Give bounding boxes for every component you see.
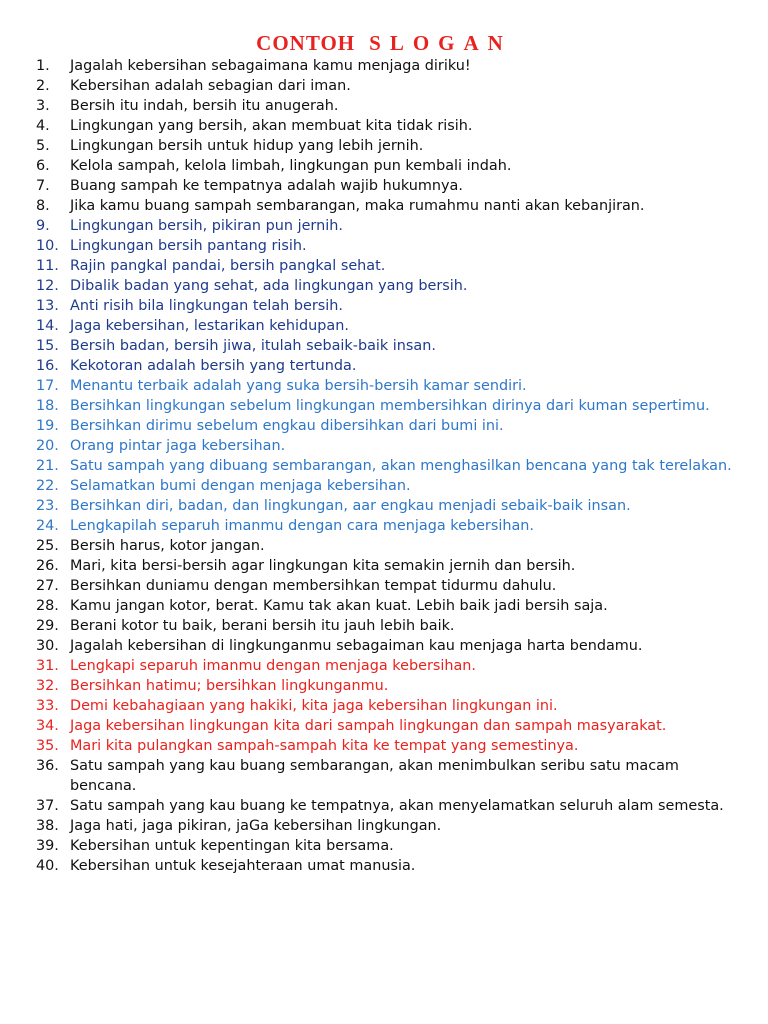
slogan-item — [0, 516, 768, 536]
slogan-item — [0, 816, 768, 836]
slogan-text: Bersihkan lingkungan sebelum lingkungan membersihkan dirinya dari kuman sepertimu. — [70, 398, 710, 414]
slogan-number: 3. — [36, 98, 50, 114]
slogan-item — [0, 96, 768, 116]
slogan-text: Bersih itu indah, bersih itu anugerah. — [70, 98, 339, 114]
slogan-number: 12. — [36, 278, 59, 294]
slogan-item — [0, 636, 768, 656]
slogan-number: 6. — [36, 158, 50, 174]
slogan-item — [0, 676, 768, 696]
slogan-number: 36. — [36, 758, 59, 774]
slogan-item — [0, 536, 768, 556]
slogan-item — [0, 556, 768, 576]
slogan-number: 37. — [36, 798, 59, 814]
slogan-item — [0, 356, 768, 376]
slogan-text: Dibalik badan yang sehat, ada lingkungan yang bersih. — [70, 278, 468, 294]
slogan-number: 20. — [36, 438, 59, 454]
slogan-number: 25. — [36, 538, 59, 554]
slogan-number: 39. — [36, 838, 59, 854]
slogan-text: Satu sampah yang dibuang sembarangan, akan menghasilkan bencana yang tak terelakan. — [70, 458, 732, 474]
slogan-text: Lingkungan bersih untuk hidup yang lebih jernih. — [70, 138, 424, 154]
slogan-number: 18. — [36, 398, 59, 414]
slogan-text: Lengkapi separuh imanmu dengan menjaga kebersihan. — [70, 658, 476, 674]
title-word-2: SLOGAN — [369, 31, 512, 55]
slogan-number: 5. — [36, 138, 50, 154]
slogan-number: 11. — [36, 258, 59, 274]
slogan-item — [0, 156, 768, 176]
slogan-text: Rajin pangkal pandai, bersih pangkal sehat. — [70, 258, 386, 274]
slogan-number: 24. — [36, 518, 59, 534]
slogan-item — [0, 296, 768, 316]
slogan-item — [0, 176, 768, 196]
slogan-item — [0, 316, 768, 336]
slogan-item — [0, 496, 768, 516]
slogan-text: Kebersihan adalah sebagian dari iman. — [70, 78, 351, 94]
slogan-number: 26. — [36, 558, 59, 574]
slogan-item — [0, 396, 768, 416]
slogan-text: Bersihkan duniamu dengan membersihkan tempat tidurmu dahulu. — [70, 578, 557, 594]
slogan-number: 27. — [36, 578, 59, 594]
slogan-text: Jaga kebersihan lingkungan kita dari sampah lingkungan dan sampah masyarakat. — [70, 718, 667, 734]
slogan-text: Lengkapilah separuh imanmu dengan cara menjaga kebersihan. — [70, 518, 534, 534]
slogan-text: Jaga kebersihan, lestarikan kehidupan. — [70, 318, 349, 334]
slogan-number: 16. — [36, 358, 59, 374]
slogan-item — [0, 256, 768, 276]
slogan-item — [0, 336, 768, 356]
slogan-text: Satu sampah yang kau buang sembarangan, akan menimbulkan seribu satu macam bencana. — [70, 758, 679, 794]
title-word-1: CONTOH — [256, 31, 356, 55]
slogan-number: 38. — [36, 818, 59, 834]
page-title — [0, 30, 768, 56]
slogan-text: Lingkungan bersih pantang risih. — [70, 238, 307, 254]
slogan-number: 1. — [36, 58, 50, 74]
slogan-item — [0, 736, 768, 756]
slogan-number: 21. — [36, 458, 59, 474]
slogan-number: 28. — [36, 598, 59, 614]
slogan-item — [0, 716, 768, 736]
slogan-text: Mari, kita bersi-bersih agar lingkungan kita semakin jernih dan bersih. — [70, 558, 576, 574]
slogan-item — [0, 456, 768, 476]
slogan-text: Bersih harus, kotor jangan. — [70, 538, 265, 554]
slogan-text: Jaga hati, jaga pikiran, jaGa kebersihan lingkungan. — [70, 818, 442, 834]
slogan-number: 9. — [36, 218, 50, 234]
slogan-item — [0, 76, 768, 96]
slogan-number: 4. — [36, 118, 50, 134]
slogan-item — [0, 856, 768, 876]
slogan-text: Satu sampah yang kau buang ke tempatnya, akan menyelamatkan seluruh alam semesta. — [70, 798, 724, 814]
slogan-item — [0, 696, 768, 716]
slogan-text: Selamatkan bumi dengan menjaga kebersihan. — [70, 478, 411, 494]
slogan-item — [0, 576, 768, 596]
slogan-item — [0, 656, 768, 676]
slogan-number: 7. — [36, 178, 50, 194]
slogan-text: Jagalah kebersihan sebagaimana kamu menjaga diriku! — [70, 58, 471, 74]
slogan-number: 40. — [36, 858, 59, 874]
slogan-text: Buang sampah ke tempatnya adalah wajib hukumnya. — [70, 178, 463, 194]
slogan-text: Berani kotor tu baik, berani bersih itu jauh lebih baik. — [70, 618, 455, 634]
slogan-text: Bersih badan, bersih jiwa, itulah sebaik-baik insan. — [70, 338, 436, 354]
slogan-text: Bersihkan hatimu; bersihkan lingkunganmu. — [70, 678, 389, 694]
slogan-text: Jagalah kebersihan di lingkunganmu sebagaiman kau menjaga harta bendamu. — [70, 638, 643, 654]
slogan-item — [0, 436, 768, 456]
slogan-text: Kebersihan untuk kepentingan kita bersama. — [70, 838, 394, 854]
slogan-number: 22. — [36, 478, 59, 494]
slogan-text: Orang pintar jaga kebersihan. — [70, 438, 286, 454]
slogan-item — [0, 276, 768, 296]
slogan-item — [0, 196, 768, 216]
slogan-number: 34. — [36, 718, 59, 734]
slogan-number: 23. — [36, 498, 59, 514]
slogan-number: 14. — [36, 318, 59, 334]
slogan-text: Lingkungan bersih, pikiran pun jernih. — [70, 218, 343, 234]
slogan-item — [0, 616, 768, 636]
slogan-item — [0, 216, 768, 236]
slogan-item — [0, 476, 768, 496]
slogan-number: 31. — [36, 658, 59, 674]
slogan-number: 33. — [36, 698, 59, 714]
slogan-text: Kebersihan untuk kesejahteraan umat manusia. — [70, 858, 416, 874]
slogan-item — [0, 756, 768, 796]
slogan-item — [0, 416, 768, 436]
slogan-text: Bersihkan diri, badan, dan lingkungan, aar engkau menjadi sebaik-baik insan. — [70, 498, 631, 514]
slogan-text: Kamu jangan kotor, berat. Kamu tak akan kuat. Lebih baik jadi bersih saja. — [70, 598, 608, 614]
slogan-text: Mari kita pulangkan sampah-sampah kita ke tempat yang semestinya. — [70, 738, 579, 754]
slogan-number: 17. — [36, 378, 59, 394]
slogan-number: 29. — [36, 618, 59, 634]
slogan-number: 13. — [36, 298, 59, 314]
slogan-text: Demi kebahagiaan yang hakiki, kita jaga kebersihan lingkungan ini. — [70, 698, 558, 714]
slogan-list — [0, 56, 768, 876]
slogan-item — [0, 236, 768, 256]
slogan-number: 35. — [36, 738, 59, 754]
slogan-text: Kekotoran adalah bersih yang tertunda. — [70, 358, 357, 374]
slogan-number: 32. — [36, 678, 59, 694]
slogan-number: 15. — [36, 338, 59, 354]
slogan-item — [0, 376, 768, 396]
slogan-text: Jika kamu buang sampah sembarangan, maka rumahmu nanti akan kebanjiran. — [70, 198, 645, 214]
slogan-text: Lingkungan yang bersih, akan membuat kita tidak risih. — [70, 118, 473, 134]
slogan-item — [0, 836, 768, 856]
slogan-item — [0, 136, 768, 156]
slogan-text: Anti risih bila lingkungan telah bersih. — [70, 298, 343, 314]
slogan-text: Bersihkan dirimu sebelum engkau dibersihkan dari bumi ini. — [70, 418, 504, 434]
slogan-number: 10. — [36, 238, 59, 254]
slogan-number: 19. — [36, 418, 59, 434]
slogan-number: 30. — [36, 638, 59, 654]
slogan-number: 2. — [36, 78, 50, 94]
slogan-item — [0, 116, 768, 136]
slogan-item — [0, 796, 768, 816]
slogan-text: Kelola sampah, kelola limbah, lingkungan pun kembali indah. — [70, 158, 512, 174]
slogan-item — [0, 596, 768, 616]
slogan-item — [0, 56, 768, 76]
slogan-number: 8. — [36, 198, 50, 214]
slogan-text: Menantu terbaik adalah yang suka bersih-bersih kamar sendiri. — [70, 378, 527, 394]
